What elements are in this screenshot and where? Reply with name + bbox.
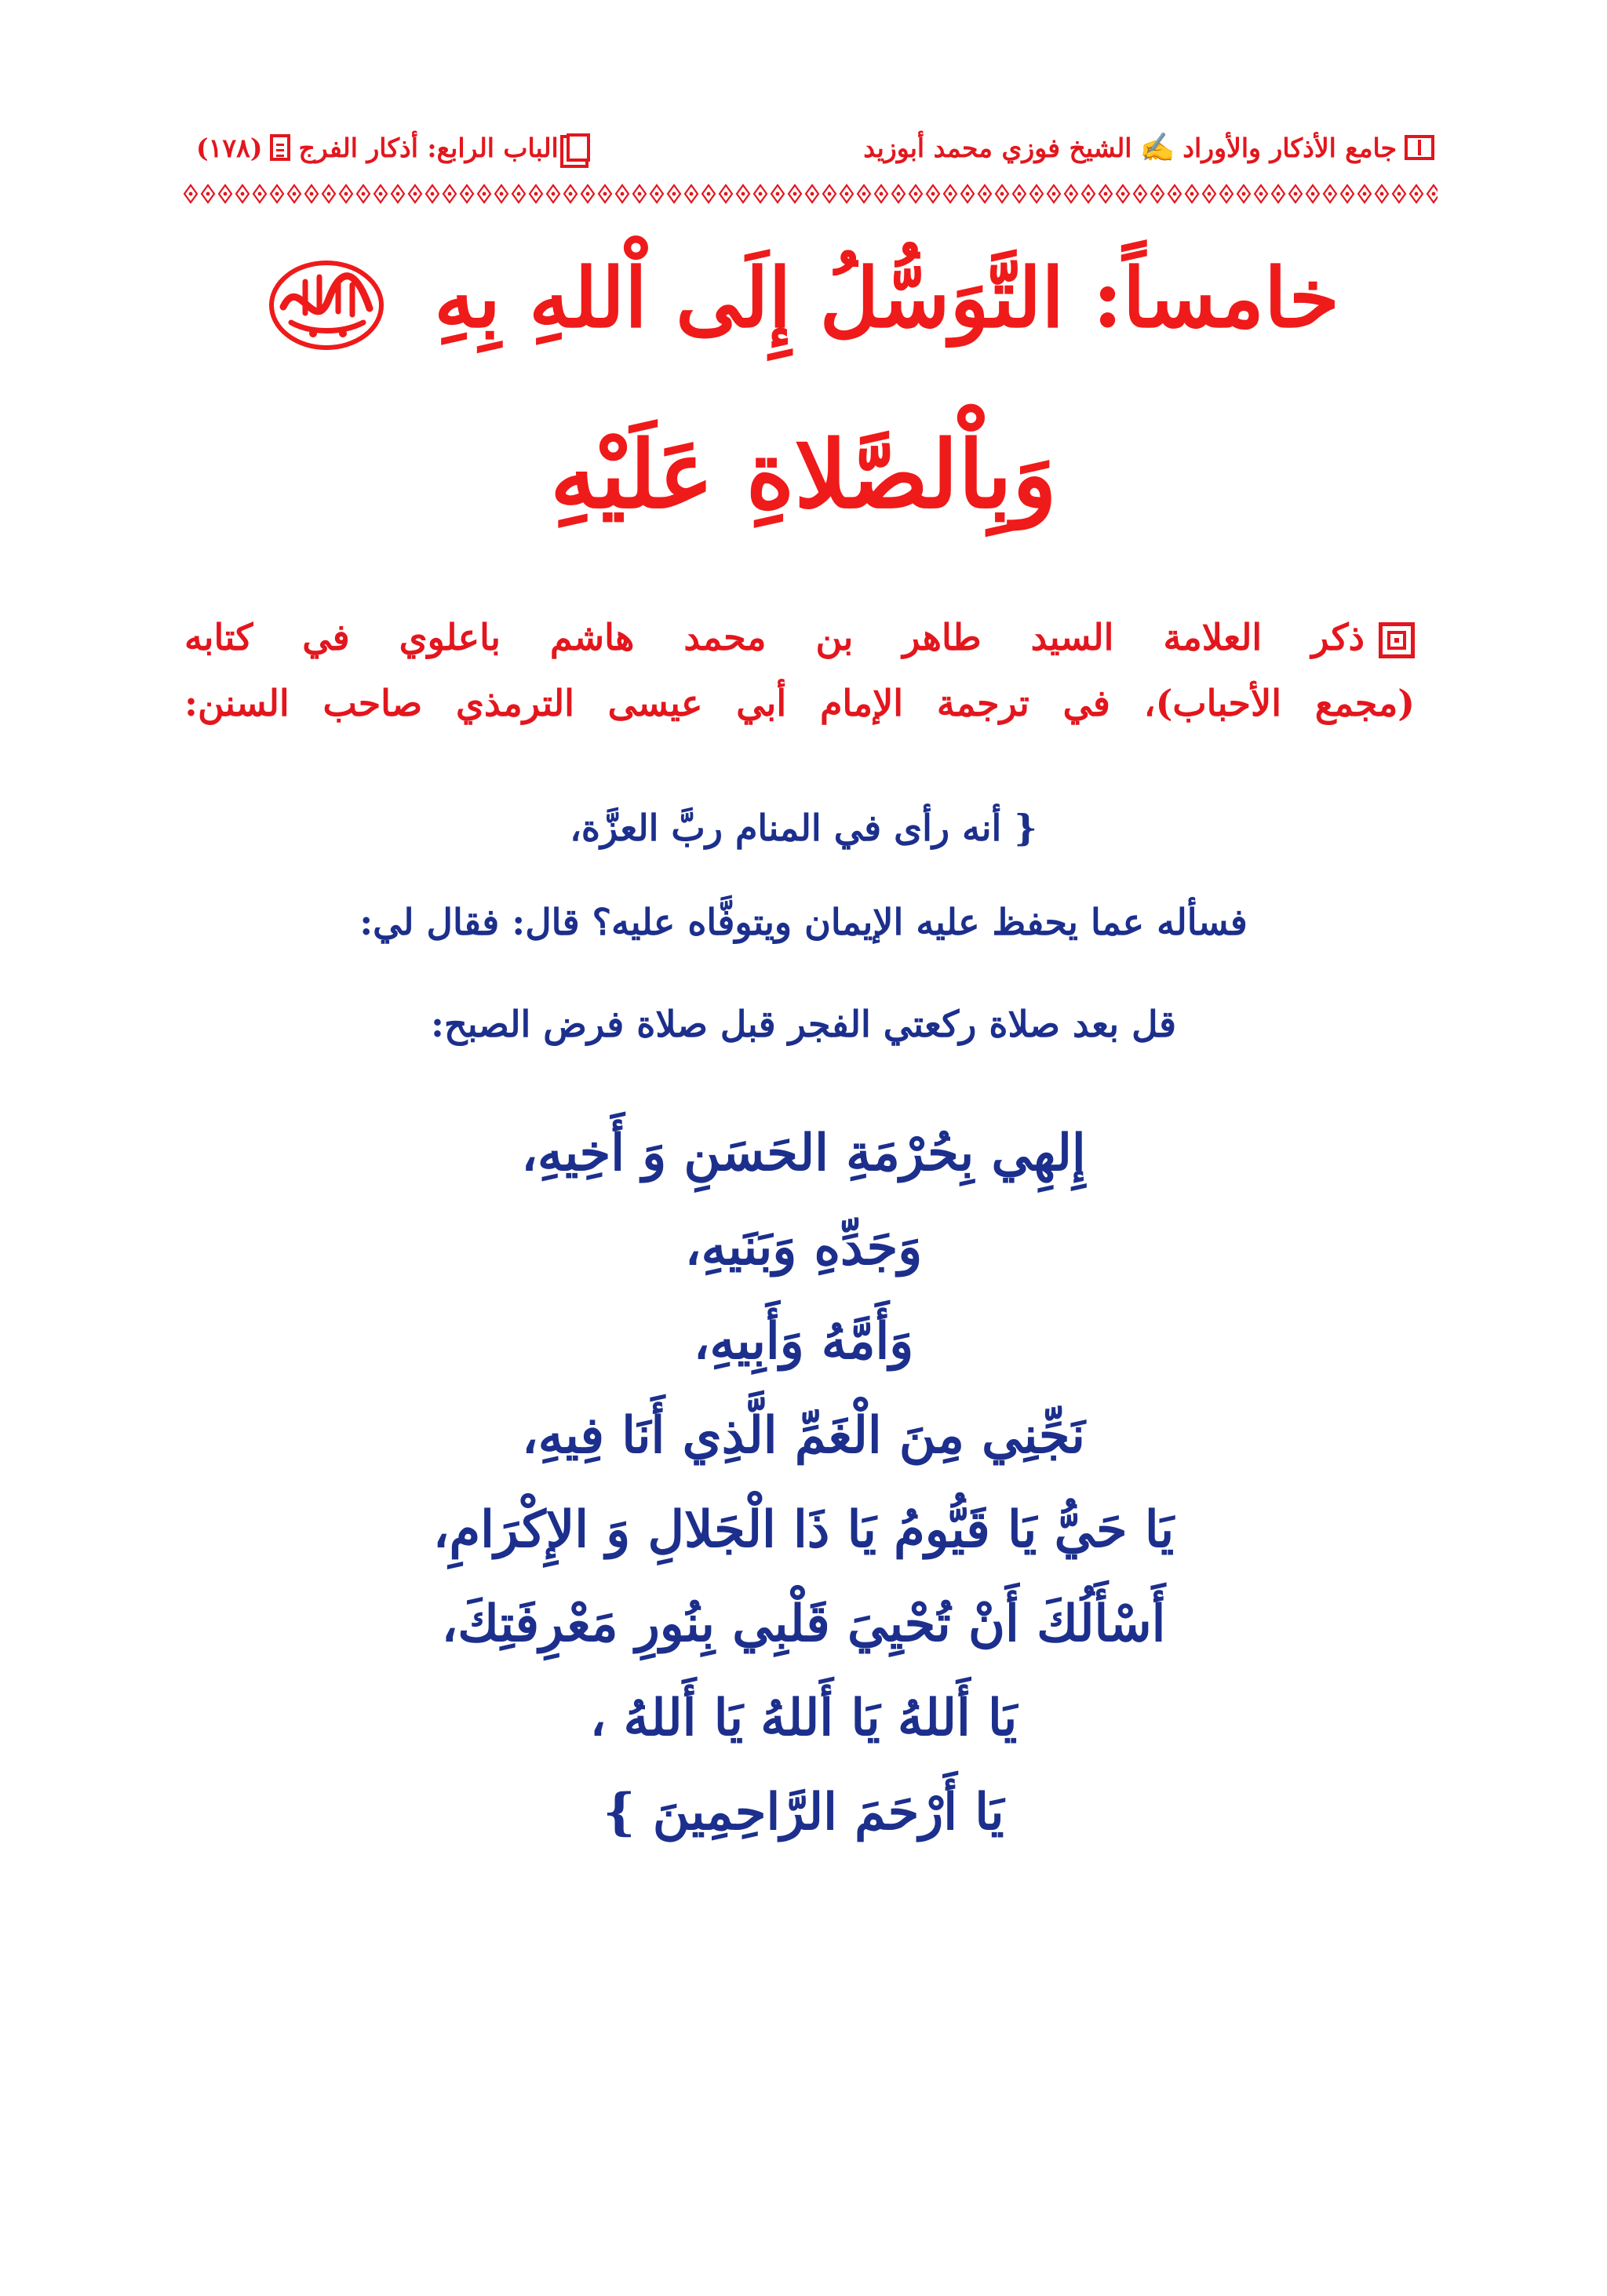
dua-line: نَجِّنِي مِنَ الْغَمِّ الَّذِي أَنَا فِيهِ، <box>522 1406 1085 1465</box>
heading-line-1-text: خامساً: التَّوَسُّلُ إِلَى اْللهِ بِهِ <box>434 250 1339 346</box>
dua-line: وَجَدِّهِ وَبَنَيهِ، <box>684 1218 923 1277</box>
ornamental-divider <box>182 182 1438 206</box>
writing-hand-icon: ✍ <box>1139 131 1175 164</box>
header-chapter: الباب الرابع: أذكار الفرج <box>298 132 559 163</box>
concentric-square-icon <box>1379 622 1415 658</box>
intro-line-1 <box>184 604 1415 670</box>
narration-line-1: { أنه رأى في المنام ربَّ العزَّة، <box>570 807 1037 849</box>
intro-line-2: (مجمع الأحباب)، في ترجمة الإمام أبي عيسى الترمذي صاحب السنن: <box>184 682 1415 724</box>
page-number: (١٧٨) <box>196 132 263 163</box>
dua-line: يَا حَيُّ يَا قَيُّومُ يَا ذَا الْجَلالِ وَ الإِكْرَامِ، <box>432 1500 1175 1559</box>
dua-line: يَا أَرْحَمَ الرَّاحِمِينَ } <box>603 1783 1004 1842</box>
header-author: الشيخ فوزي محمد أبوزيد <box>863 132 1132 163</box>
narration-line-3: قل بعد صلاة ركعتي الفجر قبل صلاة فرض الصبح: <box>431 1003 1176 1045</box>
dua-line: وَأَمَّهُ وَأَبِيهِ، <box>693 1312 914 1371</box>
calligraphic-salutation-seal <box>268 258 385 352</box>
header-book-title: جامع الأذكار والأوراد <box>1182 132 1397 163</box>
dua-line: أَسْأَلُكَ أَنْ تُحْيِيَ قَلْبِي بِنُورِ مَعْرِفَتِكَ، <box>441 1594 1166 1653</box>
open-book-icon <box>1405 135 1434 160</box>
dua-line: إِلهِي بِحُرْمَةِ الحَسَنِ وَ أَخِيهِ، <box>521 1124 1086 1183</box>
dua-line: يَا أَللهُ يَا أَللهُ يَا أَللهُ ، <box>589 1689 1018 1748</box>
document-icon <box>270 134 290 161</box>
header-book-author <box>863 131 1434 164</box>
stacked-documents-icon <box>567 133 590 162</box>
running-header <box>196 119 1434 176</box>
heading-line-2: وَبِاْلصَّلاةِ عَلَيْهِ <box>550 420 1057 529</box>
narration-line-2: فسأله عما يحفظ عليه الإيمان ويتوفَّاه عليه؟ قال: فقال لي: <box>359 901 1248 943</box>
intro-paragraph <box>184 604 1415 736</box>
header-chapter-page <box>196 133 590 163</box>
intro-line-1-text: ذكر العلامة السيد طاهر بن محمد هاشم باعلوي في كتابه <box>184 616 1365 658</box>
heading-line-1 <box>157 235 1450 361</box>
